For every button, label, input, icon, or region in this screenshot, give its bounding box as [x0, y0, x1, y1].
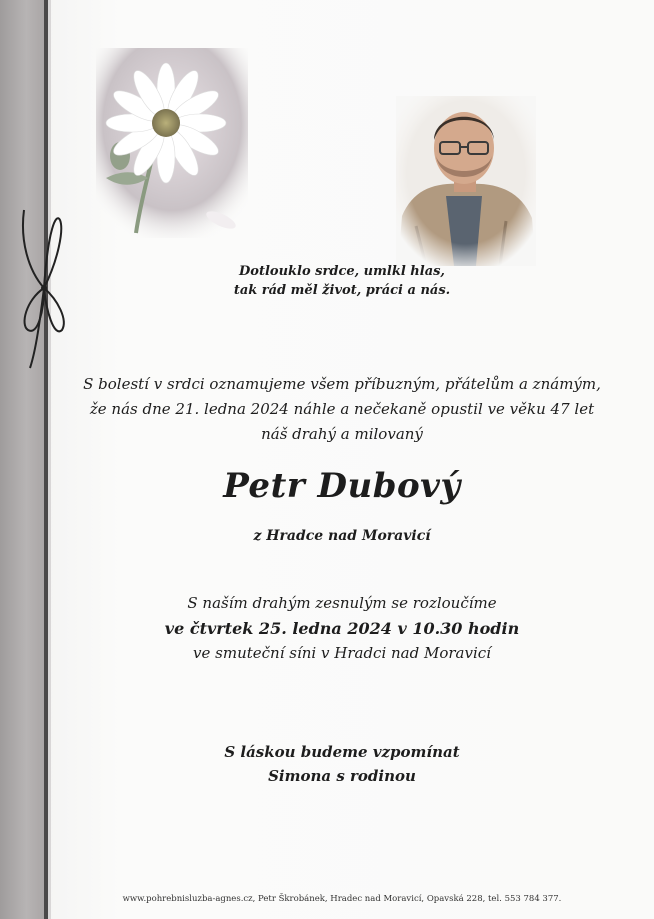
- closing-line-2: Simona s rodinou: [268, 767, 416, 785]
- deceased-name: Petr Dubový: [223, 466, 461, 506]
- announcement-line-2: že nás dne 21. ledna 2024 náhle a nečekaně opustil ve věku 47 let: [89, 400, 595, 418]
- funeral-service-footer: www.pohrebnisluzba-agnes.cz, Petr Škrobánek, Hradec nad Moravicí, Opavská 228, tel. 553 784 377.: [122, 894, 562, 904]
- funeral-date: ve čtvrtek 25. ledna 2024 v 10.30 hodin: [164, 619, 520, 638]
- announcement: [0, 372, 654, 447]
- portrait-photo: [396, 96, 536, 266]
- deceased-origin: z Hradce nad Moravicí: [253, 528, 431, 544]
- funeral-info: [0, 591, 654, 666]
- motto-line-2: tak rád měl život, práci a nás.: [233, 283, 451, 298]
- closing-line-1: S láskou budeme vzpomínat: [224, 743, 460, 761]
- funeral-place: ve smuteční síni v Hradci nad Moravicí: [193, 644, 491, 662]
- announcement-line-1: S bolestí v srdci oznamujeme všem příbuzným, přátelům a známým,: [83, 375, 601, 393]
- motto-line-1: Dotlouklo srdce, umlkl hlas,: [239, 264, 445, 279]
- motto: [0, 262, 654, 300]
- closing: [0, 740, 654, 788]
- announcement-line-3: náš drahý a milovaný: [261, 425, 423, 443]
- daisy-flower-image: [96, 48, 248, 238]
- funeral-line-1: S naším drahým zesnulým se rozloučíme: [187, 594, 497, 612]
